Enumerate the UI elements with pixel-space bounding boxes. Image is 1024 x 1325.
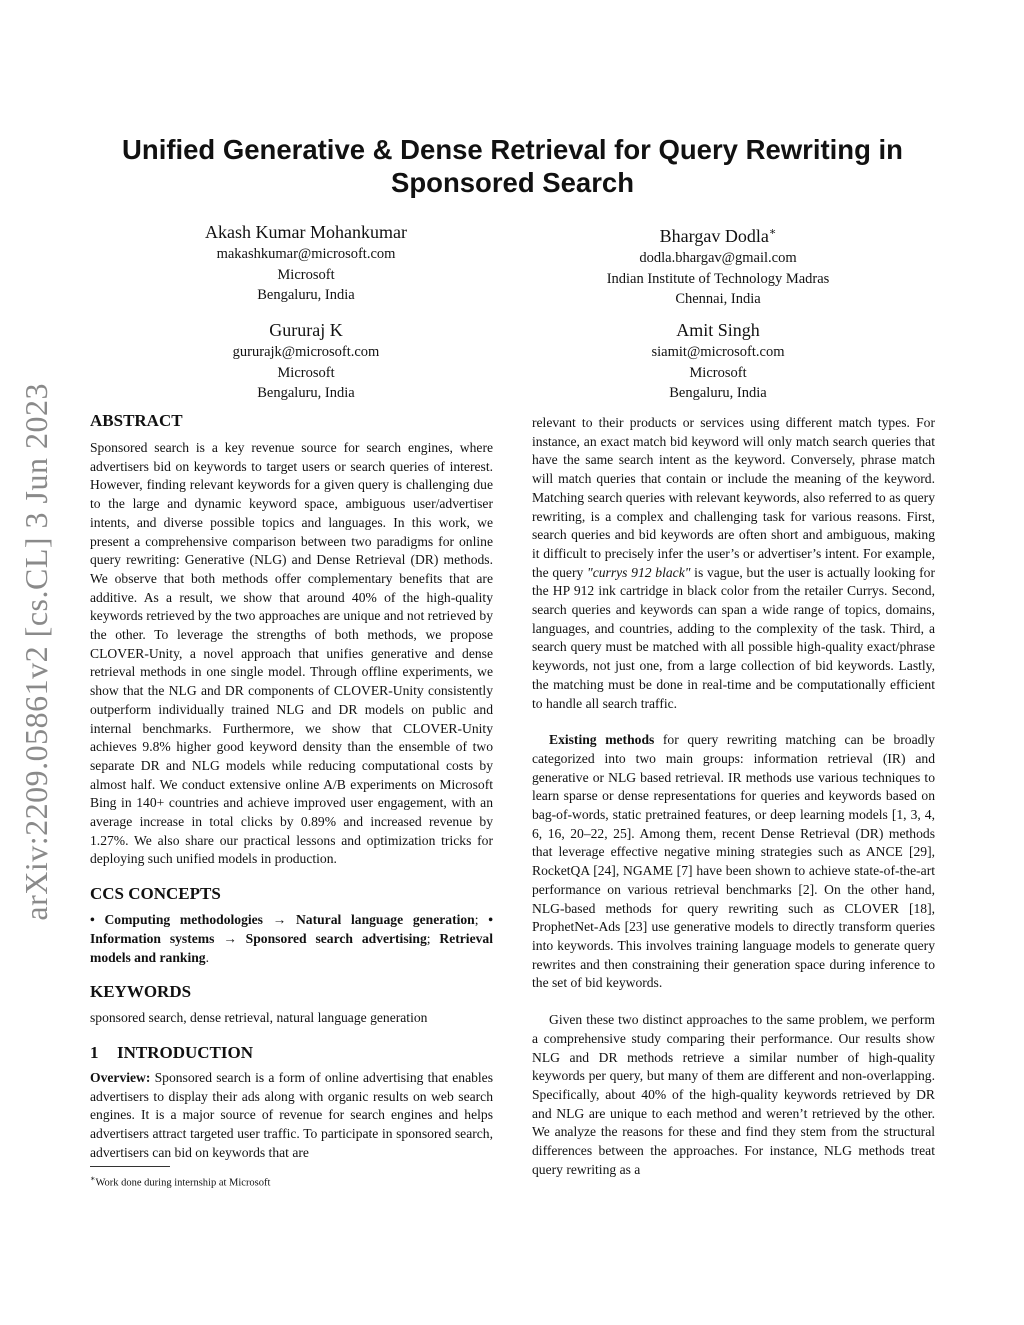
- author-block-3: [126, 318, 486, 404]
- comparison-paragraph: Given these two distinct approaches to the same problem, we perform a comprehensive study comparing their performance. Our results show NLG and DR methods retrieve a similar number of high-quality keywords per query, but many of them are different and non-overlapping. Specifically, about 40% of the high-quality keywords retrieved by DR and NLG are unique to each method and weren’t retrieved by the other. We analyze the reasons for these and find they stem from the structural differences between the approaches. For instance, NLG methods treat query rewriting as a: [532, 1012, 935, 1177]
- author-footnote-mark: ∗: [768, 226, 777, 238]
- paragraph-text: for query rewriting matching can be broadly categorized into two main groups: information retrieval (IR) and generative or NLG based retrieval. IR methods use various techniques to learn sparse or dense representations for queries and keywords based on bag-of-words, static pretrained features, or deep learning models [1, 3, 4, 6, 16, 20–22, 25]. Among them, recent Dense Retrieval (DR) methods that leverage effective negative mining strategies such as ANCE [29], RocketQA [24], NGAME [7] have been shown to achieve state-of-the-art performance on various retrieval benchmarks [2]. On the other hand, NLG-based methods for query rewriting such as CLOVER [18], ProphetNet-Ads [23] use generative models to directly transform queries into keywords. This involves training language models to generate query rewrites and then constraining their generation space during inference to the set of bid keywords.: [532, 732, 935, 991]
- author-email: dodla.bhargav@gmail.com: [639, 250, 797, 266]
- author-affiliation: Microsoft: [277, 364, 335, 381]
- footnote: [90, 1172, 270, 1191]
- author-affiliation: Indian Institute of Technology Madras: [606, 270, 830, 287]
- paper-title: Unified Generative & Dense Retrieval for Query Rewriting in Sponsored Search: [122, 134, 903, 198]
- paragraph-lead: Existing methods: [549, 732, 655, 748]
- ccs-separator: ;: [474, 912, 489, 928]
- author-email: makashkumar@microsoft.com: [216, 246, 396, 262]
- author-block-1: [126, 220, 486, 306]
- ccs-concepts: [90, 911, 493, 967]
- keywords-heading: KEYWORDS: [90, 982, 192, 1002]
- intro-text: Sponsored search is a form of online advertising that enables advertisers to display their ads along with organic results on web search engines. It is a major source of revenue for search engines and helps advertisers attract targeted user traffic. To participate in sponsored search, advertisers can bid on keywords that are: [90, 1069, 493, 1160]
- author-location: Bengaluru, India: [669, 385, 767, 401]
- ccs-separator: ;: [426, 930, 440, 946]
- intro-paragraph: [90, 1069, 493, 1163]
- intro-heading: [90, 1042, 493, 1064]
- author-location: Bengaluru, India: [257, 385, 355, 401]
- footnote-rule: [90, 1166, 170, 1167]
- author-name: Akash Kumar Mohankumar: [205, 222, 407, 242]
- section-number: 1: [90, 1042, 99, 1062]
- author-location: Bengaluru, India: [257, 287, 355, 303]
- ccs-concept: Retrieval models and ranking: [90, 930, 493, 965]
- keywords-text: sponsored search, dense retrieval, natural language generation: [90, 1010, 428, 1026]
- right-column: [532, 414, 935, 1179]
- author-email: gururajk@microsoft.com: [232, 344, 380, 360]
- footnote-mark: ∗: [90, 1174, 96, 1183]
- author-affiliation: Microsoft: [277, 266, 335, 283]
- author-name: Bhargav Dodla: [659, 226, 769, 246]
- ccs-concept: • Information systems → Sponsored search advertising: [90, 912, 494, 946]
- abstract-heading: ABSTRACT: [90, 411, 183, 430]
- section-title: INTRODUCTION: [117, 1042, 254, 1062]
- existing-methods-paragraph: [532, 731, 935, 993]
- author-location: Chennai, India: [675, 291, 761, 307]
- author-name-line: [538, 220, 898, 248]
- paragraph-text: relevant to their products or services using different match types. For instance, an exact match bid keyword will only match search queries that have the same search intent as the keyword. Conversely, phrase match will match queries that contain or include the meaning of the keyword. Matching search queries with relevant keywords, also referred to as query rewriting, is a complex and challenging task for various reasons. First, search queries and bid keywords are often short and ambiguous, making it difficult to precisely infer the user’s or advertiser’s intent. For example, the query: [532, 415, 935, 580]
- example-query: "currys 912 black": [587, 564, 691, 580]
- author-block-4: [538, 318, 898, 404]
- ccs-concept: • Computing methodologies → Natural language generation: [90, 912, 475, 928]
- left-column: [90, 410, 493, 1163]
- author-name: Gururaj K: [269, 320, 343, 340]
- ccs-end: .: [205, 949, 209, 965]
- ccs-heading: CCS CONCEPTS: [90, 884, 221, 904]
- arxiv-identifier: arXiv:2209.05861v2 [cs.CL] 3 Jun 2023: [17, 383, 54, 921]
- paragraph-text: is vague, but the user is actually looking for the HP 912 ink cartridge in black color from the retailer Currys. Second, search queries and keywords can span a wide range of topics, domains, languages, and countries, adding to the complexity of the task. Third, a search query must be matched with all possible high-quality exact/phrase keywords, not just one, from a large collection of bid keywords. Lastly, the matching must be done in real-time and be computationally efficient to handle all search traffic.: [532, 564, 935, 711]
- intro-lead: Overview:: [90, 1069, 151, 1085]
- author-email: siamit@microsoft.com: [651, 344, 785, 360]
- footnote-text: Work done during internship at Microsoft: [95, 1177, 271, 1189]
- abstract-text: Sponsored search is a key revenue source for search engines, where advertisers bid on keywords to target users or search queries of interest. However, finding relevant keywords for a given query is challenging due to the large and dynamic keyword space, ambiguous user/advertiser intents, and diverse possible topics and languages. In this work, we present a comprehensive comparison between two paradigms for online query rewriting: Generative (NLG) and Dense Retrieval (DR) methods. We observe that both methods offer complementary benefits that are additive. As a result, we show that around 40% of the high-quality keywords retrieved by the two approaches are unique and not retrieved by the other. To leverage the strengths of both methods, we propose CLOVER-Unity, a novel approach that unifies generative and dense retrieval methods in one single model. Through offline experiments, we show that the NLG and DR components of CLOVER-Unity consistently outperform individually trained NLG and DR models on public and internal benchmarks. Furthermore, we show that CLOVER-Unity achieves 9.8% higher good keyword density than the ensemble of two separate DR and NLG models while reducing computational costs by almost half. We conduct extensive online A/B experiments on Microsoft Bing in 140+ countries and achieve improved user engagement, with an average increase in total clicks by 0.89% and increased revenue by 1.27%. We also share our practical lessons and optimization tricks for deploying such unified models in production.: [90, 440, 493, 867]
- author-name: Amit Singh: [676, 320, 760, 340]
- intro-paragraph-continued: [532, 414, 935, 713]
- author-block-2: [538, 220, 898, 310]
- author-affiliation: Microsoft: [689, 364, 747, 381]
